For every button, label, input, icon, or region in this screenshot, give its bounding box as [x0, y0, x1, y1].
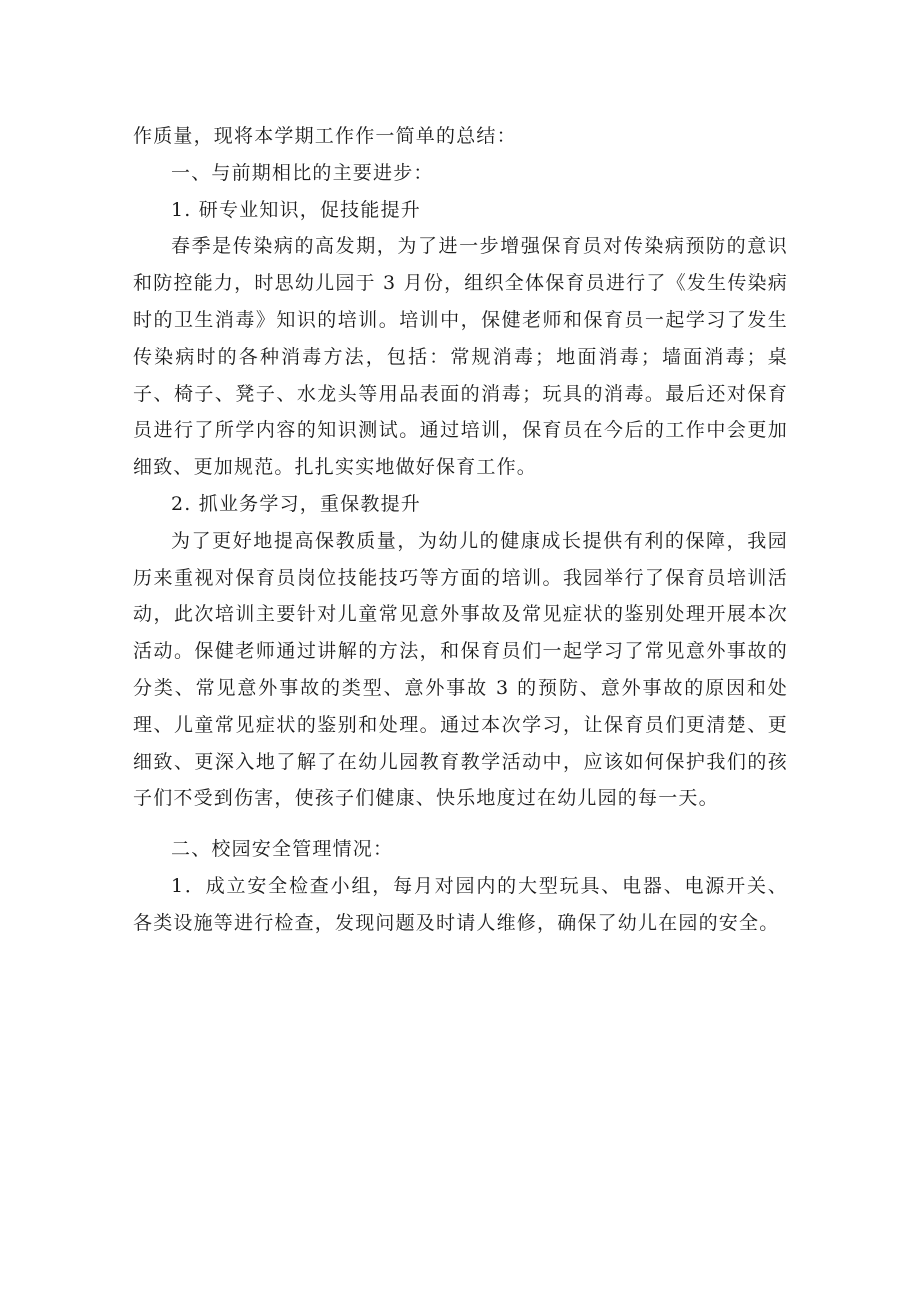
document-body [133, 118, 788, 942]
section-heading-safety-management: 二、校园安全管理情况： [171, 838, 394, 861]
paragraph-safety-inspection: 1．成立安全检查小组，每月对园内的大型玩具、电器、电源开关、各类设施等进行检查，发现问题及时请人维修，确保了幼儿在园的安全。 [133, 874, 788, 934]
paragraph-disinfection-training: 春季是传染病的高发期，为了进一步增强保育员对传染病预防的意识和防控能力，时思幼儿园于 3 月份，组织全体保育员进行了《发生传染病时的卫生消毒》知识的培训。培训中，保健老师和保育员一起学习了发生传染病时的各种消毒方法，包括：常规消毒；地面消毒；墙面消毒；桌子、椅子、凳子、水龙头等用品表面的消毒；玩具的消毒。最后还对保育员进行了所学内容的知识测试。通过培训，保育员在今后的工作中会更加细致、更加规范。扎扎实实地做好保育工作。 [133, 235, 788, 479]
subheading-business-learning: 2. 抓业务学习，重保教提升 [171, 492, 421, 515]
intro-tail-text: 作质量，现将本学期工作作一简单的总结： [133, 125, 517, 147]
paragraph-accident-training: 为了更好地提高保教质量，为幼儿的健康成长提供有利的保障，我园历来重视对保育员岗位技能技巧等方面的培训。我园举行了保育员培训活动，此次培训主要针对儿童常见意外事故及常见症状的鉴别处理开展本次活动。保健老师通过讲解的方法，和保育员们一起学习了常见意外事故的分类、常见意外事故的类型、意外事故 3 的预防、意外事故的原因和处理、儿童常见症状的鉴别和处理。通过本次学习，让保育员们更清楚、更细致、更深入地了解了在幼儿园教育教学活动中，应该如何保护我们的孩子们不受到伤害，使孩子们健康、快乐地度过在幼儿园的每一天。 [133, 529, 788, 810]
section-heading-progress: 一、与前期相比的主要进步： [171, 161, 434, 184]
subheading-professional-knowledge: 1. 研专业知识，促技能提升 [171, 198, 421, 221]
